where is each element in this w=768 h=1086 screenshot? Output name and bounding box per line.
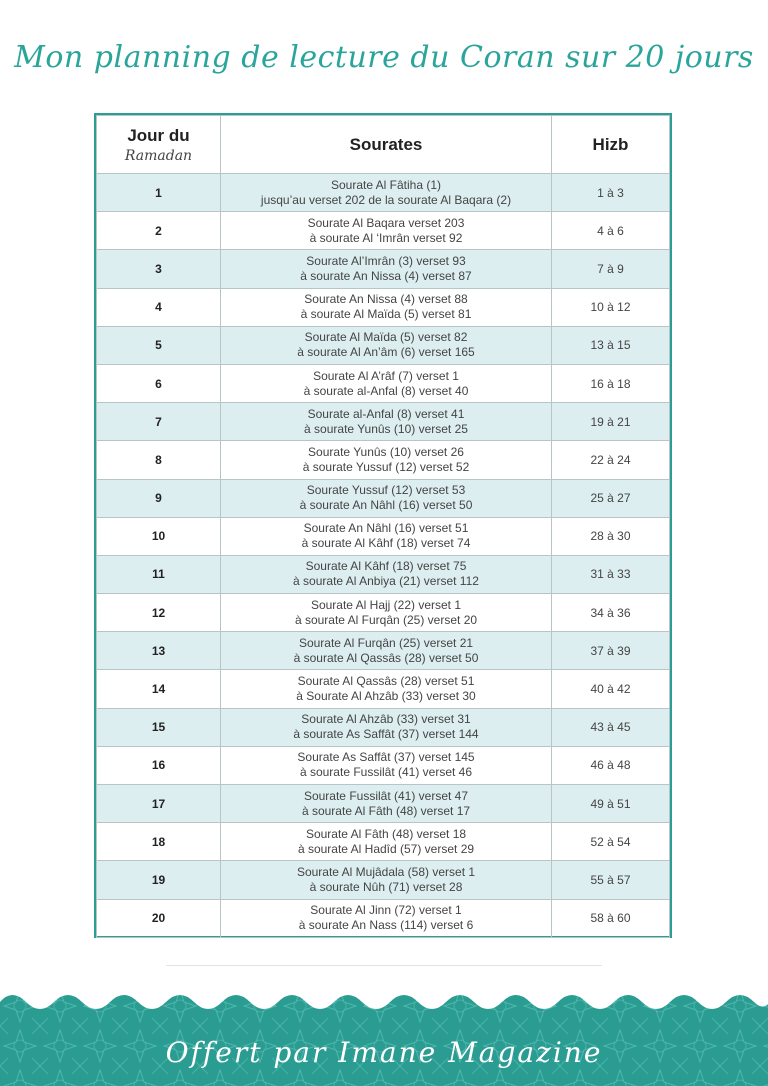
sourates-line-1: Sourate Al Qassâs (28) verset 51 xyxy=(297,674,475,689)
sourates-cell xyxy=(221,594,552,632)
day-cell: 13 xyxy=(97,632,221,670)
table-row xyxy=(97,708,670,746)
sourates-cell xyxy=(221,517,552,555)
hizb-cell: 58 à 60 xyxy=(552,899,670,937)
hizb-cell: 37 à 39 xyxy=(552,632,670,670)
hizb-cell: 7 à 9 xyxy=(552,250,670,288)
day-cell: 17 xyxy=(97,785,221,823)
sourates-cell xyxy=(221,555,552,593)
reading-plan-table xyxy=(94,113,672,938)
hizb-cell: 16 à 18 xyxy=(552,364,670,402)
hizb-cell: 28 à 30 xyxy=(552,517,670,555)
sourates-cell xyxy=(221,288,552,326)
table-row xyxy=(97,823,670,861)
sourates-line-2: à sourate Al An’âm (6) verset 165 xyxy=(297,345,475,360)
footer-text: Offert par Imane Magazine xyxy=(165,1036,603,1069)
day-cell: 18 xyxy=(97,823,221,861)
header-day-label: Jour du xyxy=(127,125,190,145)
sourates-line-1: Sourate Al Maïda (5) verset 82 xyxy=(304,330,468,345)
sourates-line-2: à sourate al-Anfal (8) verset 40 xyxy=(303,383,469,398)
day-cell: 12 xyxy=(97,594,221,632)
sourates-line-2: à sourate Nûh (71) verset 28 xyxy=(309,879,463,894)
table-row xyxy=(97,861,670,899)
table-row xyxy=(97,326,670,364)
sourates-cell xyxy=(221,785,552,823)
sourates-line-1: Sourate al-Anfal (8) verset 41 xyxy=(307,406,465,421)
sourates-cell xyxy=(221,899,552,937)
sourates-line-1: Sourate Al Mujâdala (58) verset 1 xyxy=(296,864,476,879)
hizb-cell: 1 à 3 xyxy=(552,174,670,212)
hizb-cell: 22 à 24 xyxy=(552,441,670,479)
day-cell: 1 xyxy=(97,174,221,212)
day-cell: 14 xyxy=(97,670,221,708)
sourates-line-2: à sourate Al Qassâs (28) verset 50 xyxy=(293,650,479,665)
sourates-line-2: à sourate Al Anbiya (21) verset 112 xyxy=(293,574,479,589)
header-hizb: Hizb xyxy=(552,116,670,174)
sourates-line-2: à sourate An Nissa (4) verset 87 xyxy=(300,268,472,283)
day-cell: 9 xyxy=(97,479,221,517)
sourates-line-2: à sourate Fussilât (41) verset 46 xyxy=(299,765,473,780)
sourates-line-1: Sourate Al’Imrân (3) verset 93 xyxy=(306,253,466,268)
sourates-line-2: à sourate Al Kâhf (18) verset 74 xyxy=(301,536,471,551)
hizb-cell: 19 à 21 xyxy=(552,403,670,441)
header-sourates: Sourates xyxy=(221,116,552,174)
day-cell: 4 xyxy=(97,288,221,326)
sourates-line-1: Sourate Al Baqara verset 203 xyxy=(307,215,465,230)
table-row xyxy=(97,632,670,670)
sourates-line-1: Sourate Al Jinn (72) verset 1 xyxy=(310,903,462,918)
sourates-line-1: Sourate Al Kâhf (18) verset 75 xyxy=(305,559,467,574)
sourates-line-2: à sourate Yunûs (10) verset 25 xyxy=(304,421,468,436)
divider xyxy=(166,965,602,966)
sourates-line-2: à sourate Al Hadîd (57) verset 29 xyxy=(297,841,475,856)
header-day xyxy=(97,116,221,174)
hizb-cell: 34 à 36 xyxy=(552,594,670,632)
sourates-line-1: Sourate Al Ahzâb (33) verset 31 xyxy=(301,712,471,727)
day-cell: 16 xyxy=(97,746,221,784)
table-row xyxy=(97,746,670,784)
day-cell: 7 xyxy=(97,403,221,441)
day-cell: 19 xyxy=(97,861,221,899)
table-row xyxy=(97,174,670,212)
table-row xyxy=(97,441,670,479)
hizb-cell: 55 à 57 xyxy=(552,861,670,899)
sourates-line-2: à sourate Yussuf (12) verset 52 xyxy=(302,459,470,474)
sourates-cell xyxy=(221,364,552,402)
header-day-sub: Ramadan xyxy=(124,147,193,164)
sourates-cell xyxy=(221,479,552,517)
sourates-line-2: à sourate Al Furqân (25) verset 20 xyxy=(294,612,478,627)
sourates-cell xyxy=(221,746,552,784)
sourates-line-1: Sourate Yunûs (10) verset 26 xyxy=(308,444,464,459)
sourates-line-2: à sourate An Nâhl (16) verset 50 xyxy=(299,498,473,513)
sourates-line-2: à sourate Al Fâth (48) verset 17 xyxy=(301,803,471,818)
day-cell: 2 xyxy=(97,212,221,250)
hizb-cell: 43 à 45 xyxy=(552,708,670,746)
sourates-cell xyxy=(221,403,552,441)
sourates-cell xyxy=(221,708,552,746)
sourates-line-1: Sourate Al A’râf (7) verset 1 xyxy=(313,368,459,383)
sourates-cell xyxy=(221,861,552,899)
hizb-cell: 40 à 42 xyxy=(552,670,670,708)
table-row xyxy=(97,594,670,632)
hizb-cell: 10 à 12 xyxy=(552,288,670,326)
sourates-line-1: Sourate Al Fâtiha (1) xyxy=(330,177,442,192)
day-cell: 15 xyxy=(97,708,221,746)
table-header-row xyxy=(97,116,670,174)
hizb-cell: 4 à 6 xyxy=(552,212,670,250)
sourates-cell xyxy=(221,174,552,212)
sourates-line-2: à sourate As Saffât (37) verset 144 xyxy=(293,727,479,742)
hizb-cell: 52 à 54 xyxy=(552,823,670,861)
table-row xyxy=(97,403,670,441)
sourates-cell xyxy=(221,326,552,364)
sourates-cell xyxy=(221,212,552,250)
sourates-line-2: à Sourate Al Ahzâb (33) verset 30 xyxy=(296,689,476,704)
hizb-cell: 31 à 33 xyxy=(552,555,670,593)
table-row xyxy=(97,364,670,402)
day-cell: 20 xyxy=(97,899,221,937)
hizb-cell: 13 à 15 xyxy=(552,326,670,364)
sourates-line-2: à sourate Al ‘Imrân verset 92 xyxy=(309,230,463,245)
table-row xyxy=(97,250,670,288)
sourates-line-1: Sourate Al Furqân (25) verset 21 xyxy=(298,635,474,650)
table-row xyxy=(97,785,670,823)
day-cell: 8 xyxy=(97,441,221,479)
sourates-cell xyxy=(221,670,552,708)
day-cell: 11 xyxy=(97,555,221,593)
sourates-cell xyxy=(221,632,552,670)
sourates-line-1: Sourate As Saffât (37) verset 145 xyxy=(297,750,475,765)
table-row xyxy=(97,517,670,555)
day-cell: 3 xyxy=(97,250,221,288)
day-cell: 10 xyxy=(97,517,221,555)
sourates-line-1: Sourate Yussuf (12) verset 53 xyxy=(306,483,466,498)
sourates-cell xyxy=(221,441,552,479)
sourates-cell xyxy=(221,250,552,288)
sourates-line-2: jusqu’au verset 202 de la sourate Al Baqara (2) xyxy=(260,192,512,207)
sourates-line-1: Sourate Fussilât (41) verset 47 xyxy=(303,788,469,803)
hizb-cell: 25 à 27 xyxy=(552,479,670,517)
hizb-cell: 46 à 48 xyxy=(552,746,670,784)
sourates-line-2: à sourate An Nass (114) verset 6 xyxy=(298,918,474,933)
sourates-cell xyxy=(221,823,552,861)
sourates-line-1: Sourate Al Fâth (48) verset 18 xyxy=(305,826,467,841)
table-row xyxy=(97,479,670,517)
sourates-line-1: Sourate An Nissa (4) verset 88 xyxy=(304,292,468,307)
table-row xyxy=(97,212,670,250)
day-cell: 5 xyxy=(97,326,221,364)
sourates-line-2: à sourate Al Maïda (5) verset 81 xyxy=(300,307,472,322)
table-row xyxy=(97,670,670,708)
hizb-cell: 49 à 51 xyxy=(552,785,670,823)
sourates-line-1: Sourate An Nâhl (16) verset 51 xyxy=(303,521,469,536)
page-title: Mon planning de lecture du Coran sur 20 jours xyxy=(14,40,754,75)
sourates-line-1: Sourate Al Hajj (22) verset 1 xyxy=(310,597,462,612)
table-row xyxy=(97,899,670,937)
day-cell: 6 xyxy=(97,364,221,402)
table-row xyxy=(97,288,670,326)
table-row xyxy=(97,555,670,593)
